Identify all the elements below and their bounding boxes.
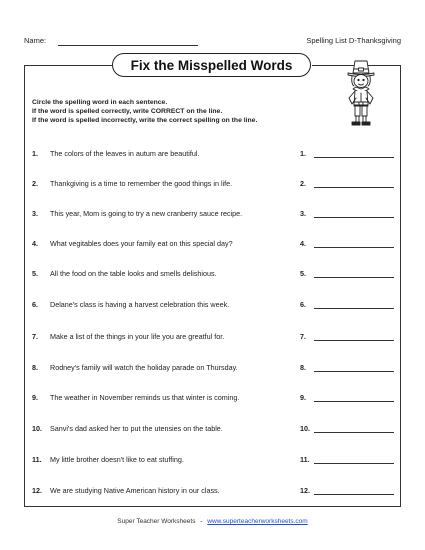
question-number: 11. [32,455,42,464]
question-row [32,239,395,251]
question-row [32,269,395,281]
question-number: 8. [32,363,38,372]
question-number: 3. [32,209,38,218]
instruction-line: Circle the spelling word in each sentence. [32,99,168,106]
question-row [32,486,395,498]
answer-line[interactable] [314,371,394,372]
question-number: 5. [32,269,38,278]
question-row [32,149,395,161]
question-sentence: This year, Mom is going to try a new cranberry sauce recipe. [50,209,243,218]
question-number: 1. [32,149,38,158]
answer-line[interactable] [314,432,394,433]
footer-brand: Super Teacher Worksheets [117,518,196,525]
question-sentence: Thankgiving is a time to remember the good things in life. [50,179,233,188]
question-number: 6. [32,300,38,309]
answer-number: 8. [300,363,306,372]
question-row [32,179,395,191]
answer-line[interactable] [314,463,394,464]
footer-website-link[interactable]: www.superteacherworksheets.com [207,518,308,525]
question-row [32,300,395,312]
instruction-line: If the word is spelled incorrectly, write the correct spelling on the line. [32,117,258,124]
answer-number: 9. [300,393,306,402]
question-row [32,363,395,375]
question-number: 10. [32,424,42,433]
spelling-list-title: Spelling List D-Thanksgiving [306,36,401,45]
footer-separator: - [200,518,203,525]
question-number: 7. [32,332,38,341]
question-row [32,332,395,344]
question-sentence: My little brother doesn't like to eat stuffing. [50,455,184,464]
name-field[interactable] [58,45,198,46]
question-row [32,209,395,221]
question-sentence: Delane's class is having a harvest celebration this week. [50,300,230,309]
header-row [24,36,401,50]
question-sentence: Make a list of the things in your life you are greatful for. [50,332,225,341]
answer-line[interactable] [314,217,394,218]
answer-line[interactable] [314,401,394,402]
question-number: 9. [32,393,38,402]
question-row [32,393,395,405]
instructions [32,98,257,125]
pilgrim-boy-illustration [339,58,383,128]
answer-number: 1. [300,149,306,158]
answer-number: 2. [300,179,306,188]
answer-number: 10. [300,424,310,433]
answer-line[interactable] [314,247,394,248]
name-label: Name: [24,36,47,45]
answer-number: 5. [300,269,306,278]
question-sentence: What vegitables does your family eat on this special day? [50,239,233,248]
answer-number: 7. [300,332,306,341]
answer-number: 11. [300,455,310,464]
question-sentence: The weather in November reminds us that winter is coming. [50,393,240,402]
question-number: 12. [32,486,42,495]
footer [0,518,425,525]
worksheet-frame [24,65,401,507]
question-sentence: The colors of the leaves in autum are beautiful. [50,149,200,158]
answer-line[interactable] [314,340,394,341]
worksheet-title: Fix the Misspelled Words [112,53,311,77]
answer-number: 4. [300,239,306,248]
question-sentence: We are studying Native American history in our class. [50,486,220,495]
answer-line[interactable] [314,277,394,278]
answer-number: 12. [300,486,310,495]
question-sentence: All the food on the table looks and smells delishious. [50,269,217,278]
answer-number: 6. [300,300,306,309]
answer-number: 3. [300,209,306,218]
answer-line[interactable] [314,494,394,495]
question-row [32,424,395,436]
answer-line[interactable] [314,187,394,188]
instruction-line: If the word is spelled correctly, write CORRECT on the line. [32,108,223,115]
question-sentence: Sanvi's dad asked her to put the utensies on the table. [50,424,223,433]
question-sentence: Rodney's family will watch the holiday parade on Thursday. [50,363,238,372]
answer-line[interactable] [314,308,394,309]
answer-line[interactable] [314,157,394,158]
question-number: 4. [32,239,38,248]
question-row [32,455,395,467]
frame-top-rule-left [24,65,112,66]
question-number: 2. [32,179,38,188]
